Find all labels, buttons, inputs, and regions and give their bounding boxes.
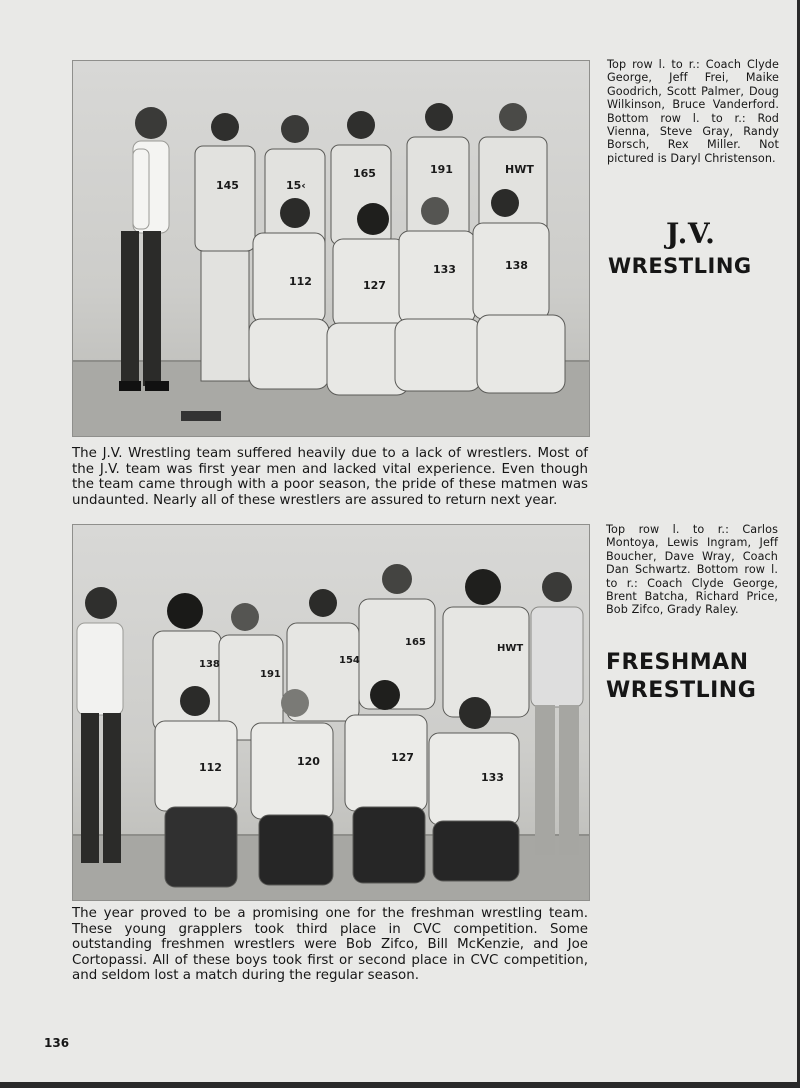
jv-team-photo [72,60,590,437]
jv-label: 191 [430,163,453,176]
freshman-coach-left [77,587,123,863]
freshman-label: 112 [199,761,222,774]
page-number: 136 [44,1036,70,1050]
jv-heading-line2: WRESTLING [608,254,752,278]
freshman-coach-right [531,572,583,855]
jv-label: 133 [433,263,456,276]
jv-heading-line1: J.V. [666,217,716,250]
jv-label: 127 [363,279,386,292]
jv-photo-illustration [73,61,589,436]
jv-coach-figure [119,107,169,391]
freshman-team-photo [72,524,590,901]
freshman-photo-caption: Top row l. to r.: Carlos Montoya, Lewis Ingram, Jeff Boucher, Dave Wray, Coach Dan Schwartz. Bottom row l. to r.: Coach Clyde George, Brent Batcha, Richard Price, Bob Zifco, Grady Raley. [606,523,778,617]
jv-label: 165 [353,167,376,180]
freshman-label: 154 [339,655,360,666]
freshman-photo-illustration [73,525,589,900]
jv-label: 15‹ [286,179,306,192]
jv-label: 138 [505,259,528,272]
freshman-label: 120 [297,755,320,768]
freshman-body-text: The year proved to be a promising one for the freshman wrestling team. These young grapplers took third place in CVC competition. Some outstanding freshmen wrestlers were Bob Zifco, Bill McKenzie, and Joe Cortopassi. All of these boys took first or second place in CVC competition, and seldom lost a match during the regular season. [72,906,588,984]
jv-label: 145 [216,179,239,192]
jv-photo-caption: Top row l. to r.: Coach Clyde George, Jeff Frei, Maike Goodrich, Scott Palmer, Doug Wilkinson, Bruce Vanderford. Bottom row l. to r.: Rod Vienna, Steve Gray, Randy Borsch, Rex Miller. Not pictured is Daryl Christenson. [607,58,779,165]
jv-body-text: The J.V. Wrestling team suffered heavily due to a lack of wrestlers. Most of the J.V. team was first year men and lacked vital experience. Even though the team came through with a poor season, the pride of these matmen was undaunted. Nearly all of these wrestlers are assured to return next year. [72,446,588,508]
freshman-label: 133 [481,771,504,784]
freshman-label: 138 [199,659,220,670]
page-edge-bottom [0,1082,800,1088]
freshman-label: HWT [497,643,524,654]
freshman-label: 165 [405,637,426,648]
freshman-heading-line1: FRESHMAN [606,650,749,675]
freshman-label: 191 [260,669,281,680]
freshman-label: 127 [391,751,414,764]
jv-label: HWT [505,163,534,176]
freshman-heading-line2: WRESTLING [606,678,757,703]
jv-label: 112 [289,275,312,288]
